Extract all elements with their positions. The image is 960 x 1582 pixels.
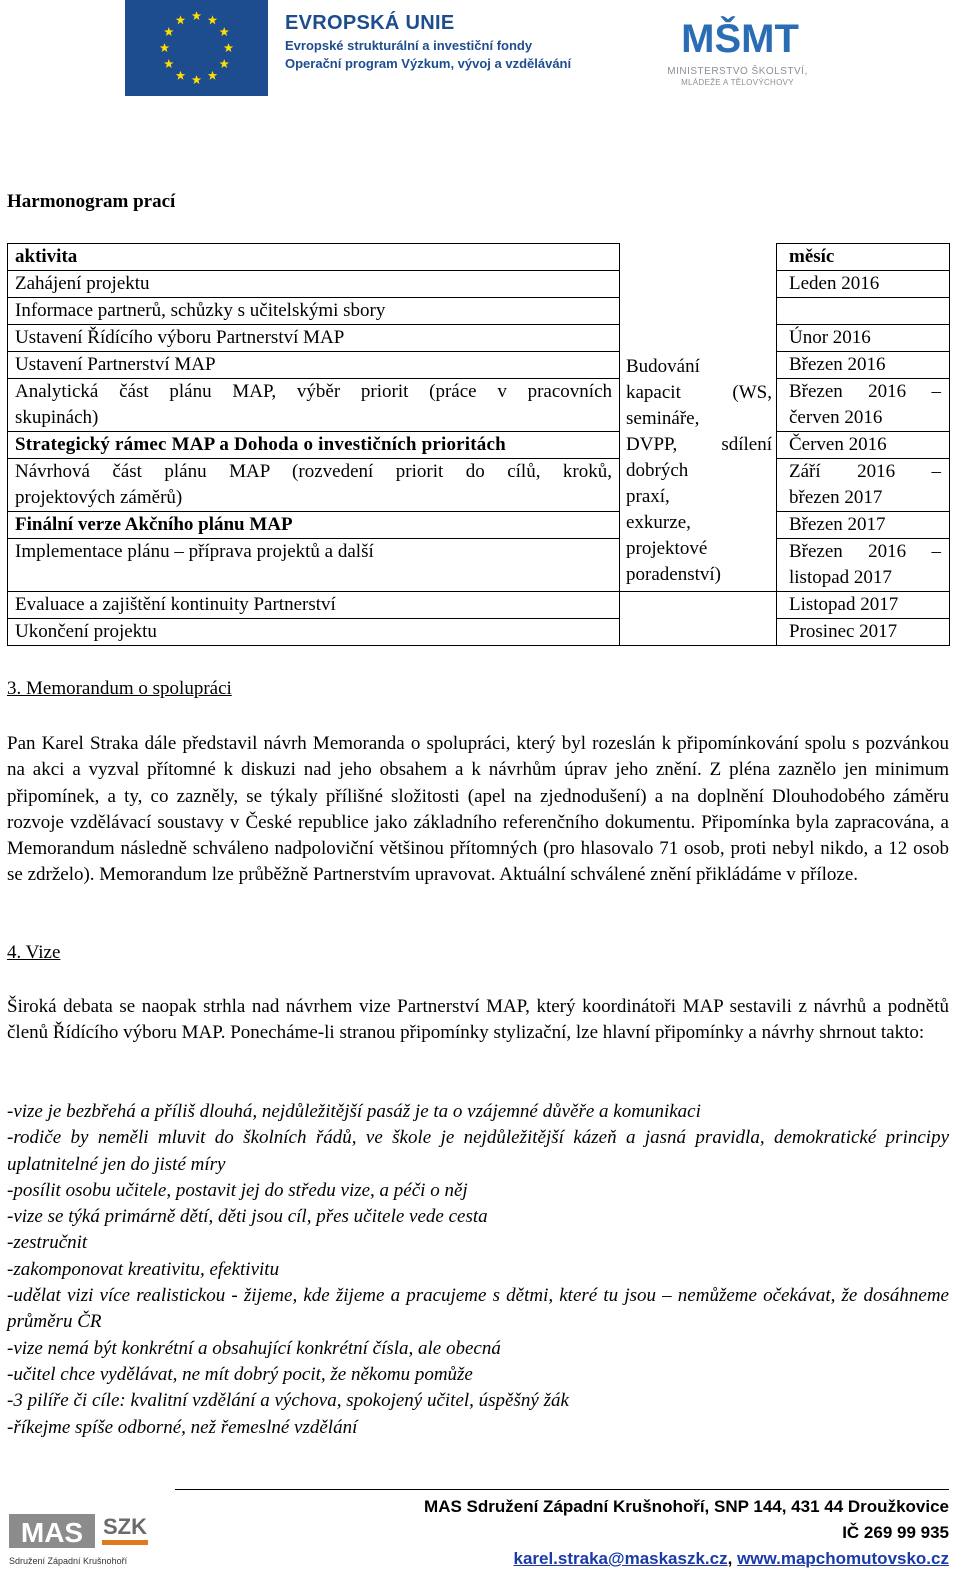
month-cell: Listopad 2017 — [777, 592, 950, 619]
msmt-line2: MLÁDEŽE A TĚLOVÝCHOVY — [681, 78, 794, 87]
activity-cell: Ukončení projektu — [8, 619, 620, 646]
capacity-line: DVPP, sdílení — [626, 434, 772, 456]
activity-cell: Ustavení Partnerství MAP — [8, 352, 620, 379]
table-row — [8, 271, 950, 298]
table-row — [8, 298, 950, 325]
month-line: Březen 2016 – — [789, 541, 941, 562]
table-row — [8, 352, 950, 379]
activity-line: Analytická část plánu MAP, výběr priorit (práce v pracovních — [15, 381, 612, 402]
month-line: Březen 2016 – — [789, 381, 941, 402]
list-item: -vize nemá být konkrétní a obsahující konkrétní čísla, ale obecná — [7, 1337, 501, 1359]
logo-mas-text: MAS — [20, 1517, 84, 1548]
eu-program-line: Operační program Výzkum, vývoj a vzdělávání — [285, 56, 572, 71]
list-item: -učitel chce vydělávat, ne mít dobrý pocit, že někomu pomůže — [7, 1363, 473, 1385]
table-row — [8, 379, 950, 432]
month-cell: Červen 2016 — [777, 432, 950, 459]
logo-szk-text: SZK — [103, 1514, 147, 1539]
email-link[interactable]: karel.straka@maskaszk.cz — [513, 1549, 728, 1568]
list-item: -zakomponovat kreativitu, efektivitu — [7, 1258, 280, 1280]
capacity-line: exkurze, — [626, 512, 691, 534]
capacity-line: semináře, — [626, 408, 700, 430]
activity-cell: Finální verze Akčního plánu MAP — [8, 512, 620, 539]
month-cell: Leden 2016 — [777, 271, 950, 298]
footer-address: MAS Sdružení Západní Krušnohoří, SNP 144, 431 44 Droužkovice — [424, 1497, 949, 1516]
activity-cell: Evaluace a zajištění kontinuity Partnerství — [8, 592, 620, 619]
capacity-line: praxí, — [626, 486, 670, 508]
month-cell: Prosinec 2017 — [777, 619, 950, 646]
list-item: -3 pilíře či cíle: kvalitní vzdělání a výchova, spokojený učitel, úspěšný žák — [7, 1390, 569, 1412]
table-row — [8, 619, 950, 646]
eu-flag-logo — [125, 0, 268, 96]
empty-cell — [620, 592, 777, 619]
footer-contact — [424, 1494, 949, 1572]
section-vision-title — [7, 942, 60, 964]
header-empty — [620, 244, 777, 271]
month-cell: Březen 2016 — [777, 352, 950, 379]
empty-cell — [620, 271, 777, 298]
header-activity: aktivita — [8, 244, 620, 271]
list-item: -udělat vizi více realistickou - žijeme, kde žijeme a pracujeme s dětmi, které tu jsou – nemůžeme očekávat, že dosáhneme průměru ČR — [7, 1285, 949, 1333]
month-cell — [777, 298, 950, 325]
eu-funds-line: Evropské strukturální a investiční fondy — [285, 38, 533, 53]
section-memorandum-title — [7, 678, 232, 700]
memorandum-paragraph: Pan Karel Straka dále představil návrh Memoranda o spolupráci, který byl rozeslán k připomínkování spolu s pozvánkou na akci a vyzval přítomné k diskuzi nad jeho obsahem a k návrhům úprav jeho znění. Z pléna zaznělo jen minimum připomínek, a ty, co zazněly, se týkaly přílišné složitosti (apel na zjednodušení) a na doplnění Dlouhodobého záměru rozvoje vzdělávací soustavy v České republice jako základního referenčního dokumentu. Připomínka byla zapracována, a Memorandum následně schváleno nadpoloviční většinou přítomných (pro hlasovalo 71 osob, proti nebyl nikdo, a 12 osob se zdrželo). Memorandum lze průběžně Partnerstvím upravovat. Aktuální schválené znění přikládáme v příloze. — [7, 733, 949, 886]
footer-separator: , — [727, 1549, 733, 1568]
eu-logo-text — [285, 12, 571, 71]
logo-sub-text: Sdružení Západní Krušnohoří — [9, 1556, 128, 1566]
activity-cell: Implementace plánu – příprava projektů a další — [8, 539, 620, 592]
list-item: -říkejme spíše odborné, než řemeslné vzdělání — [7, 1416, 358, 1438]
page-title: Harmonogram prací — [7, 191, 176, 212]
capacity-building-cell — [620, 352, 777, 592]
capacity-line: kapacit (WS, — [626, 382, 772, 404]
activity-line: skupinách) — [15, 407, 99, 428]
month-cell: Březen 2017 — [777, 512, 950, 539]
table-row — [8, 325, 950, 352]
activity-cell — [8, 459, 620, 512]
month-line: březen 2017 — [789, 487, 883, 508]
footer-links — [424, 1546, 949, 1572]
footer-ic: IČ 269 99 935 — [842, 1523, 949, 1542]
msmt-logo — [681, 6, 799, 64]
month-cell: Únor 2016 — [777, 325, 950, 352]
list-item: -vize je bezbřehá a příliš dlouhá, nejdůležitější pasáž je ta o vzájemné důvěře a komunikaci — [7, 1101, 701, 1122]
month-line: listopad 2017 — [789, 567, 892, 588]
table-row — [8, 539, 950, 592]
msmt-logo-text — [655, 66, 820, 87]
vision-comments-list — [7, 1099, 949, 1441]
capacity-line: poradenství) — [626, 564, 721, 586]
section-title: 3. Memorandum o spolupráci — [7, 678, 232, 699]
msmt-line1: MINISTERSTVO ŠKOLSTVÍ, — [667, 66, 808, 77]
empty-cell — [620, 619, 777, 646]
footer-divider — [175, 1489, 949, 1490]
mas-szk-logo — [7, 1500, 157, 1570]
month-line: červen 2016 — [789, 407, 883, 428]
list-item: -rodiče by neměli mluvit do školních řádů, ve škole je nejdůležitější kázeň a jasná pravidla, demokratické principy uplatnitelné jen do jisté míry — [7, 1127, 949, 1175]
section-title: 4. Vize — [7, 942, 61, 963]
list-item: -posílit osobu učitele, postavit jej do středu vize, a péči o něj — [7, 1179, 468, 1201]
list-item: -zestručnit — [7, 1232, 88, 1254]
month-cell — [777, 459, 950, 512]
schedule-table — [7, 243, 950, 646]
activity-cell: Informace partnerů, schůzky s učitelskými sbory — [8, 298, 620, 325]
vision-paragraph: Široká debata se naopak strhla nad návrhem vize Partnerství MAP, který koordinátoři MAP sestavili z návrhů a podnětů členů Řídícího výboru MAP. Ponecháme-li stranou připomínky stylizační, lze hlavní připomínky a návrhy shrnout takto: — [7, 996, 949, 1044]
activity-line: Návrhová část plánu MAP (rozvedení priorit do cílů, kroků, — [15, 461, 612, 482]
activity-cell: Ustavení Řídícího výboru Partnerství MAP — [8, 325, 620, 352]
month-cell — [777, 379, 950, 432]
empty-cell — [620, 325, 777, 352]
capacity-line: Budování — [626, 356, 700, 378]
header-month: měsíc — [777, 244, 950, 271]
empty-cell — [620, 298, 777, 325]
capacity-line: projektové — [626, 538, 708, 560]
list-item: -vize se týká primárně dětí, děti jsou cíl, přes učitele vede cesta — [7, 1206, 488, 1228]
activity-cell: Strategický rámec MAP a Dohoda o investičních prioritách — [8, 432, 620, 459]
activity-cell — [8, 379, 620, 432]
table-row — [8, 459, 950, 512]
table-header-row — [8, 244, 950, 271]
month-cell — [777, 539, 950, 592]
table-row — [8, 592, 950, 619]
eu-title: EVROPSKÁ UNIE — [285, 12, 455, 34]
capacity-line: dobrých — [626, 460, 689, 482]
month-line: Září 2016 – — [789, 461, 941, 482]
table-row — [8, 512, 950, 539]
page-header — [0, 0, 960, 110]
table-row — [8, 432, 950, 459]
activity-line: projektových záměrů) — [15, 487, 183, 508]
activity-cell: Zahájení projektu — [8, 271, 620, 298]
web-link[interactable]: www.mapchomutovsko.cz — [737, 1549, 949, 1568]
msmt-logo-mark: MŠMT — [681, 17, 799, 61]
